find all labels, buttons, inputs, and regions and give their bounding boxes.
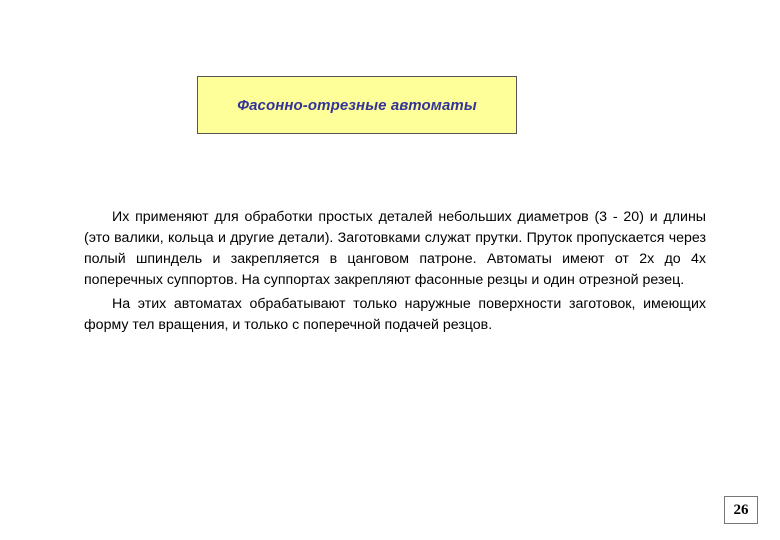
slide-title-box bbox=[197, 76, 517, 134]
page-number-box bbox=[724, 496, 758, 524]
slide-title: Фасонно-отрезные автоматы bbox=[237, 96, 477, 114]
page-number: 26 bbox=[733, 501, 749, 518]
body-text bbox=[84, 207, 706, 339]
paragraph-2: На этих автоматах обрабатывают только наружные поверхности заготовок, имеющих форму тел вращения, и только с поперечной подачей резцов. bbox=[84, 296, 706, 333]
paragraph-1: Их применяют для обработки простых деталей небольших диаметров (3 - 20) и длины (это валики, кольца и другие детали). Заготовками служат прутки. Пруток пропускается через полый шпиндель и закрепляется в цанговом патроне. Автоматы имеют от 2х до 4х поперечных суппортов. На суппортах закрепляют фасонные резцы и один отрезной резец. bbox=[84, 209, 706, 288]
